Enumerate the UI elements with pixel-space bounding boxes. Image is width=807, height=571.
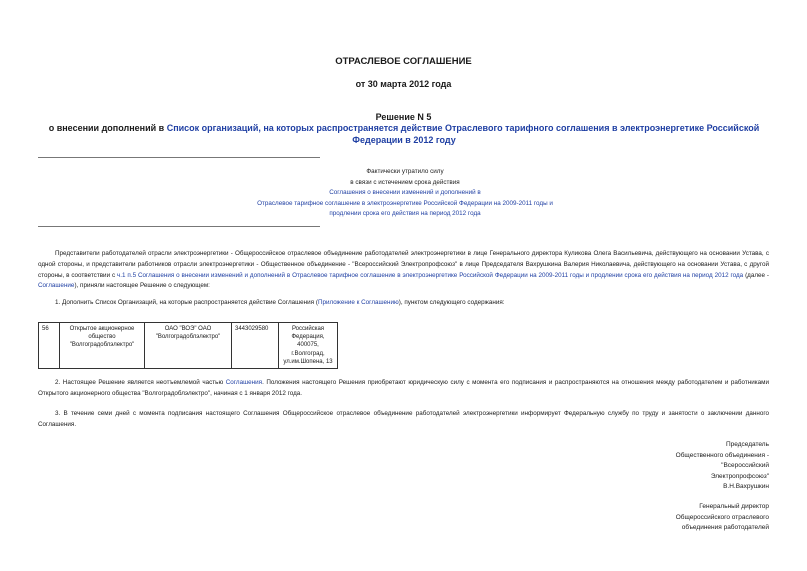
status-note — [200, 167, 610, 220]
cell-short-name: ОАО "ВОЭ" ОАО "Волгоградоблэлектро" — [145, 323, 232, 369]
item-2-paragraph — [38, 378, 769, 400]
cell-organization-name: Открытое акционерное общество "Волгоградоблэлектро" — [60, 323, 145, 369]
signature-line: Электропрофсоюз" — [710, 472, 769, 480]
subject-prefix: о внесении дополнений в — [48, 123, 167, 133]
signature-block-employers — [560, 502, 769, 534]
agreement-link[interactable]: Соглашение — [38, 282, 75, 290]
preamble-text: (далее - — [743, 271, 769, 279]
agreement-link-line-3[interactable]: продлении срока его действия на период 2012 года — [329, 210, 481, 218]
signature-line: Общероссийского отраслевого — [675, 513, 769, 521]
signature-line: объединения работодателей — [681, 524, 769, 531]
item-2-text: 2. Настоящее Решение является неотъемлемой частью — [55, 379, 226, 386]
organization-table — [38, 322, 338, 369]
item-1-text: ), пунктом следующего содержания: — [398, 299, 505, 306]
cell-inn: 3443029580 — [232, 323, 279, 369]
document-date: от 30 марта 2012 года — [355, 79, 452, 89]
item-2-text: . Положения настоящего Решения приобретают юридическую силу с момента его подписания и распространяются на отношения между работодателем и работниками Открытого акционерного общества "Волгоградоблэлектро", начиная с 1 января 2012 года. — [38, 379, 769, 397]
organizations-list-link[interactable]: Список организаций, на которых распространяется действие Отраслевого тарифного соглашения в электроэнергетике Российской Федерации в 2012 году — [166, 123, 760, 145]
document-title: ОТРАСЛЕВОЕ СОГЛАШЕНИЕ — [335, 56, 472, 67]
table-row — [39, 323, 338, 369]
divider-top — [38, 157, 320, 158]
preamble-text: Представители работодателей отрасли электроэнергетики - Общероссийское отраслевое объединение работодателей электроэнергетики в лице Генерального директора Куликова Олега Васильевича, действующего на основании Устава, с одной стороны, и представители работников отрасли электроэнергетики - Общественное объединение - "Всероссийский Электропрофсоюз" в лице Председателя Вахрушкина Валерия Николаевича, действующего на основании Устава, с другой стороны, в соответствии с — [38, 250, 769, 279]
signature-line: Общественного объединения - — [675, 451, 769, 459]
decision-title: Решение N 5 — [375, 112, 432, 122]
agreement-link[interactable]: Соглашения — [225, 379, 263, 386]
item-1-paragraph — [38, 298, 769, 309]
item-1-text: 1. Дополнить Список Организаций, на которые распространяется действие Соглашения ( — [55, 299, 318, 306]
agreement-link-line-1[interactable]: Соглашения о внесении изменений и дополнений в — [329, 189, 481, 197]
agreement-clause-link[interactable]: ч.1 п.5 Соглашения о внесении изменений и дополнений в Отраслевое тарифное соглашение в электроэнергетике Российской Федерации на 2009-2011 годы и продлении срока его действия на период 2012 года — [117, 271, 744, 279]
agreement-link-line-2[interactable]: Отраслевое тарифное соглашение в электроэнергетике Российской Федерации на 2009-2011 годы и — [257, 199, 553, 207]
preamble-text: ), приняли настоящее Решение о следующем: — [74, 282, 210, 290]
signature-line: В.Н.Вахрушкин — [723, 483, 769, 490]
decision-subject — [38, 122, 770, 146]
preamble-paragraph — [38, 249, 769, 292]
cell-address: Российская Федерация, 400075, г.Волгоград, ул.им.Шопена, 13 — [279, 323, 338, 369]
signature-block-union — [560, 440, 769, 493]
status-line-1: Фактически утратило силу — [366, 168, 444, 175]
item-3-paragraph: 3. В течение семи дней с момента подписания настоящего Соглашения Общероссийское отраслевое объединение работодателей электроэнергетики информирует Федеральную службу по труду и занятости о заключении данного Соглашения. — [38, 410, 769, 428]
signature-line: Генеральный директор — [699, 503, 769, 510]
signature-line: "Всероссийский — [721, 462, 769, 469]
signature-line: Председатель — [725, 441, 769, 448]
appendix-link[interactable]: Приложение к Соглашению — [317, 299, 399, 306]
status-line-2: в связи с истечением срока действия — [350, 178, 460, 186]
divider-bottom — [38, 226, 320, 227]
cell-number: 56 — [39, 323, 60, 369]
